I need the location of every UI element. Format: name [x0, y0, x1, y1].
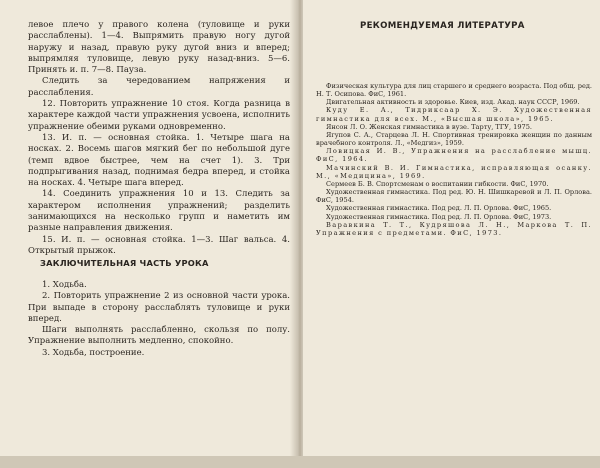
reference-item: Художественная гимнастика. Под ред. Л. П. Орлова. ФиС, 1965.: [326, 204, 552, 213]
paragraph: Следить за чередованием напряжения и расслабления.: [28, 76, 290, 98]
reference-item: Ягупов С. А., Старцева Л. Н. Спортивная тренировка женщин по данным врачебного контроля. Л., «Медгиз», 1959.: [316, 130, 592, 148]
reference-item: Янсон Л. О. Женская гимнастика в вузе. Тарту, ТГУ, 1975.: [326, 122, 533, 131]
exercise-text: [28, 20, 290, 257]
page-edge: [0, 456, 600, 468]
reference-item: Ловицкая И. В., Упражнения на расслабление мышц. ФиС, 1964.: [316, 147, 592, 164]
reference-item: Мачинский В. И. Гимнастика, исправляющая осанку. М., «Медицина», 1969.: [316, 163, 592, 180]
reference-item: Сермеев Б. В. Спортсменам о воспитании гибкости. ФиС, 1970.: [326, 179, 549, 188]
section-title: ЗАКЛЮЧИТЕЛЬНАЯ ЧАСТЬ УРОКА: [40, 258, 209, 268]
paragraph: 1. Ходьба.: [42, 280, 87, 290]
paragraph: 14. Соединить упражнения 10 и 13. Следить за характером исполнения упражнений; разделить занимающихся на несколько групп и наметить им разные направления движения.: [28, 189, 290, 234]
reference-item: Художественная гимнастика. Под ред. Л. П. Орлова. ФиС, 1973.: [326, 212, 552, 221]
reference-item: Варавкина Т. Т., Кудряшова Л. Н., Маркова Т. П. Упражнения с предметами. ФиС, 1973.: [316, 220, 592, 237]
reference-item: Художественная гимнастика. Под ред. Ю. Н. Шишкаревой и Л. П. Орлова. ФиС, 1954.: [316, 188, 592, 205]
reference-item: Физическая культура для лиц старшего и среднего возраста. Под общ. ред. Н. Т. Осипова. ФиС, 1961.: [316, 82, 592, 99]
paragraph: Шаги выполнять расслабленно, скользя по полу. Упражнение выполнить медленно, спокойно.: [28, 325, 290, 347]
paragraph: 2. Повторить упражнение 2 из основной части урока. При выпаде в сторону расслаблять туловище и руки вперед.: [28, 291, 290, 324]
paragraph: 12. Повторить упражнение 10 стоя. Когда разница в характере каждой части упражнения усвоена, исполнить упражнение обеими руками одновременно.: [28, 99, 290, 132]
reference-list: [316, 82, 592, 237]
paragraph: левое плечо у правого колена (туловище и руки расслаблены). 1—4. Выпрямить правую ногу дугой наружу и назад, правую руку дугой вниз и вперед; выпрямляя туловище, левую руку назад-вниз. 5—6. Принять и. п. 7—8. Пауза.: [28, 20, 290, 76]
reference-item: Двигательная активность и здоровье. Киев, изд. Акад. наук СССР, 1969.: [326, 98, 580, 107]
right-page: [303, 0, 600, 468]
paragraph: 3. Ходьба, построение.: [42, 347, 145, 358]
page-title: РЕКОМЕНДУЕМАЯ ЛИТЕРАТУРА: [360, 21, 525, 31]
paragraph: 13. И. п. — основная стойка. 1. Четыре шага на носках. 2. Восемь шагов мягкий бег по небольшой дуге (темп вдвое быстрее, чем на счет 1). 3. Три подпрыгивания назад, поднимая бедра вперед, и стойка на носках. 4. Четыре шага вперед.: [28, 132, 290, 189]
left-page: [0, 0, 297, 468]
final-section-text: [28, 280, 290, 359]
paragraph: 15. И. п. — основная стойка. 1—3. Шаг вальса. 4. Открытый прыжок.: [28, 234, 290, 256]
reference-item: Куду Е. А., Тидриксаар Х. Э. Художественная гимнастика для всех. М., «Высшая школа», 1965.: [316, 106, 592, 123]
